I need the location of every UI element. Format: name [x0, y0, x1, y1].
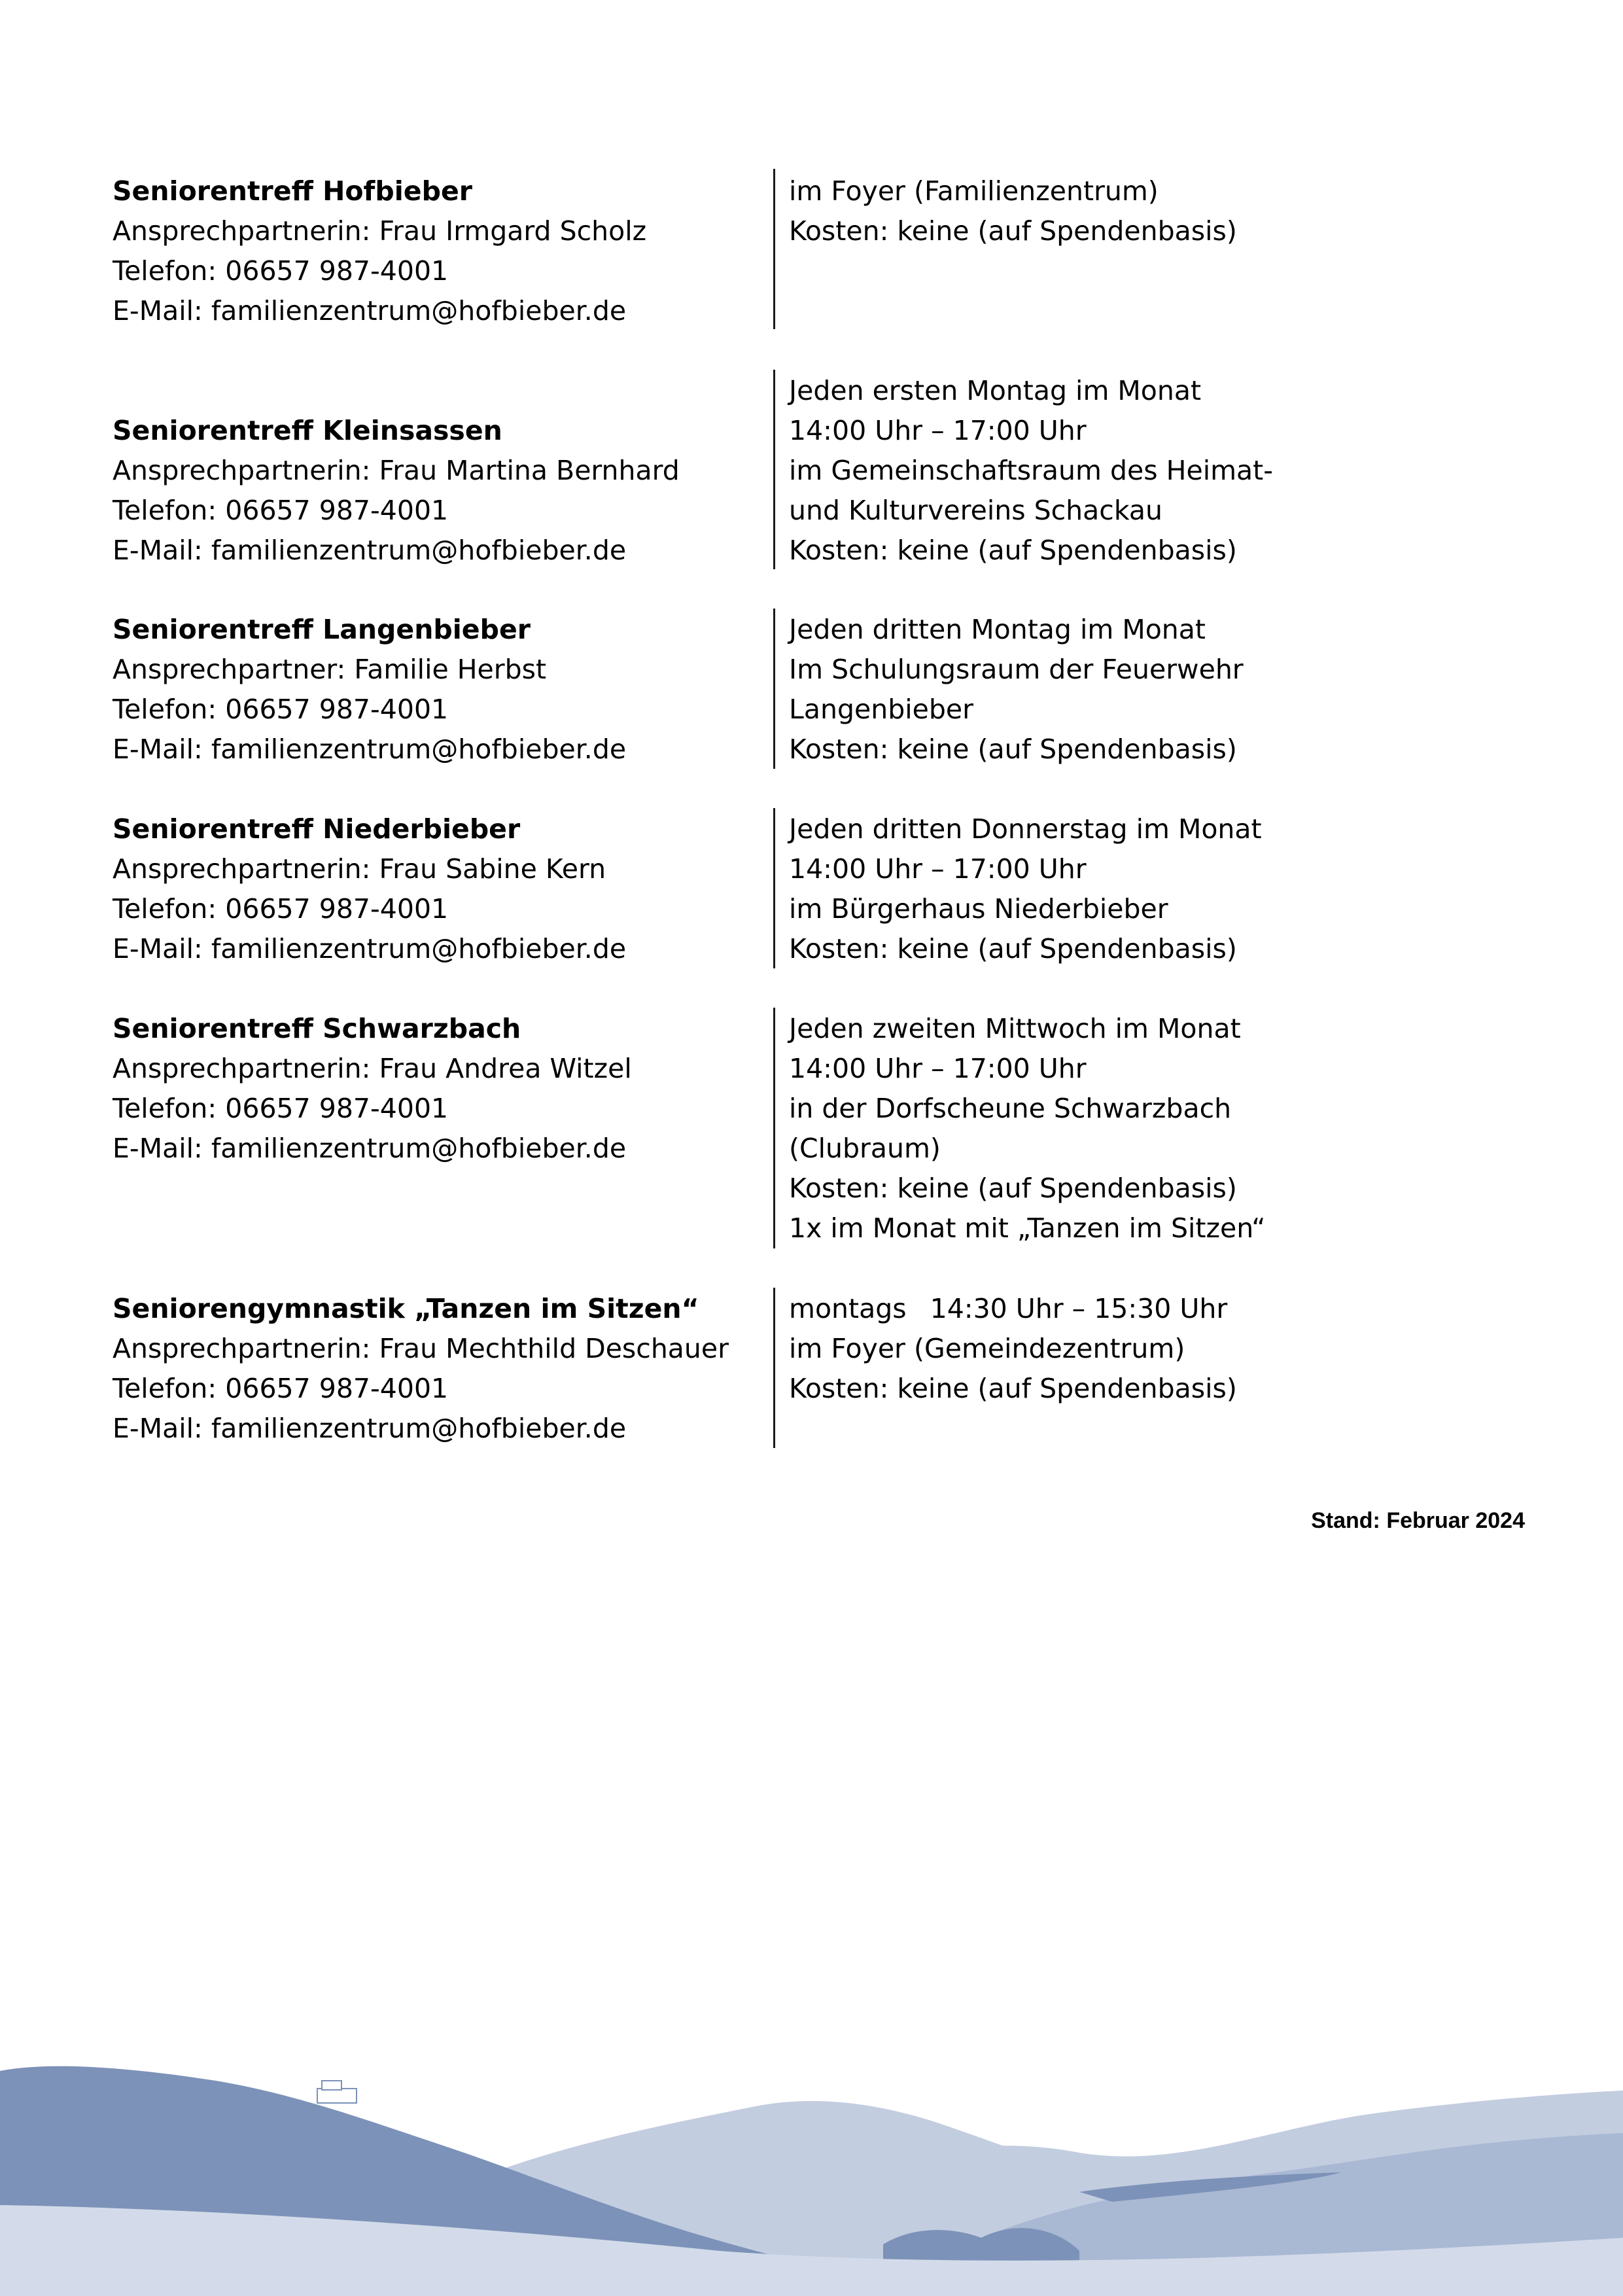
entry-detail: Jeden zweiten Mittwoch im Monat	[789, 1013, 1241, 1044]
entry-detail: Jeden dritten Donnerstag im Monat	[789, 813, 1262, 845]
entry-detail: 1x im Monat mit „Tanzen im Sitzen“	[789, 1212, 1266, 1244]
entry-email: E-Mail: familienzentrum@hofbieber.de	[113, 1133, 627, 1164]
entry-contact: Ansprechpartnerin: Frau Sabine Kern	[113, 853, 606, 885]
entry-detail: und Kulturvereins Schackau	[789, 495, 1162, 526]
entry-email: E-Mail: familienzentrum@hofbieber.de	[113, 1413, 627, 1444]
entry-detail: Kosten: keine (auf Spendenbasis)	[789, 215, 1237, 247]
entry-detail: Kosten: keine (auf Spendenbasis)	[789, 1173, 1237, 1204]
entry-email: E-Mail: familienzentrum@hofbieber.de	[113, 933, 627, 964]
column-divider	[773, 169, 775, 329]
entry-detail: im Foyer (Familienzentrum)	[789, 175, 1159, 207]
entry-left-column	[113, 1289, 767, 1449]
column-divider	[773, 370, 775, 569]
entry-phone: Telefon: 06657 987-4001	[113, 1093, 449, 1124]
entry-email: E-Mail: familienzentrum@hofbieber.de	[113, 295, 627, 327]
entry-detail: Kosten: keine (auf Spendenbasis)	[789, 733, 1237, 765]
entry-title: Seniorentreff Schwarzbach	[113, 1013, 521, 1044]
entry-right-column	[789, 1009, 1443, 1248]
entry-title: Seniorentreff Kleinsassen	[113, 415, 502, 446]
entry-detail: 14:00 Uhr – 17:00 Uhr	[789, 1053, 1087, 1084]
entry-contact: Ansprechpartner: Familie Herbst	[113, 654, 547, 685]
column-divider	[773, 609, 775, 769]
entry-detail: Kosten: keine (auf Spendenbasis)	[789, 1373, 1237, 1404]
entry-phone: Telefon: 06657 987-4001	[113, 255, 449, 287]
entry-right-column	[789, 610, 1443, 769]
column-divider	[773, 1288, 775, 1448]
entry-phone: Telefon: 06657 987-4001	[113, 1373, 449, 1404]
entry-left-column	[113, 1009, 767, 1169]
entry-left-column	[113, 610, 767, 769]
entry-phone: Telefon: 06657 987-4001	[113, 694, 449, 725]
entry-right-column	[789, 171, 1443, 251]
entry-detail: Kosten: keine (auf Spendenbasis)	[789, 933, 1237, 964]
entry-title: Seniorentreff Niederbieber	[113, 813, 521, 845]
entry-detail: 14:00 Uhr – 17:00 Uhr	[789, 415, 1087, 446]
castle-icon	[317, 2081, 357, 2103]
entry-detail: (Clubraum)	[789, 1133, 941, 1164]
schedule-day: montags	[789, 1293, 907, 1324]
entry-detail: Langenbieber	[789, 694, 973, 725]
entry-detail: Jeden ersten Montag im Monat	[789, 375, 1202, 406]
entry-left-column	[113, 171, 767, 331]
entry-detail: im Foyer (Gemeindezentrum)	[789, 1333, 1185, 1364]
entry-right-column	[789, 1289, 1443, 1409]
entry-detail: in der Dorfscheune Schwarzbach	[789, 1093, 1232, 1124]
entry-email: E-Mail: familienzentrum@hofbieber.de	[113, 733, 627, 765]
entry-detail: 14:00 Uhr – 17:00 Uhr	[789, 853, 1087, 885]
entry-contact: Ansprechpartnerin: Frau Mechthild Deschauer	[113, 1333, 729, 1364]
schedule-time: 14:30 Uhr – 15:30 Uhr	[930, 1293, 1228, 1324]
column-divider	[773, 1008, 775, 1248]
entry-title: Seniorengymnastik „Tanzen im Sitzen“	[113, 1293, 699, 1324]
entry-schedule	[789, 1289, 1443, 1329]
entry-title: Seniorentreff Hofbieber	[113, 175, 472, 207]
entry-contact: Ansprechpartnerin: Frau Irmgard Scholz	[113, 215, 647, 247]
entry-detail: Im Schulungsraum der Feuerwehr	[789, 654, 1244, 685]
entry-phone: Telefon: 06657 987-4001	[113, 495, 449, 526]
entry-left-column	[113, 809, 767, 969]
entry-left-column	[113, 411, 767, 571]
stand-date: Stand: Februar 2024	[1311, 1508, 1525, 1533]
entry-email: E-Mail: familienzentrum@hofbieber.de	[113, 535, 627, 566]
column-divider	[773, 808, 775, 968]
entry-contact: Ansprechpartnerin: Frau Andrea Witzel	[113, 1053, 632, 1084]
entry-detail: im Gemeinschaftsraum des Heimat-	[789, 455, 1274, 486]
entry-detail: im Bürgerhaus Niederbieber	[789, 893, 1168, 925]
entry-contact: Ansprechpartnerin: Frau Martina Bernhard	[113, 455, 680, 486]
landscape-illustration	[0, 2041, 1623, 2296]
entry-title: Seniorentreff Langenbieber	[113, 614, 531, 645]
entry-detail: Kosten: keine (auf Spendenbasis)	[789, 535, 1237, 566]
entry-phone: Telefon: 06657 987-4001	[113, 893, 449, 925]
entry-right-column	[789, 371, 1443, 571]
entry-right-column	[789, 809, 1443, 969]
entry-detail: Jeden dritten Montag im Monat	[789, 614, 1206, 645]
